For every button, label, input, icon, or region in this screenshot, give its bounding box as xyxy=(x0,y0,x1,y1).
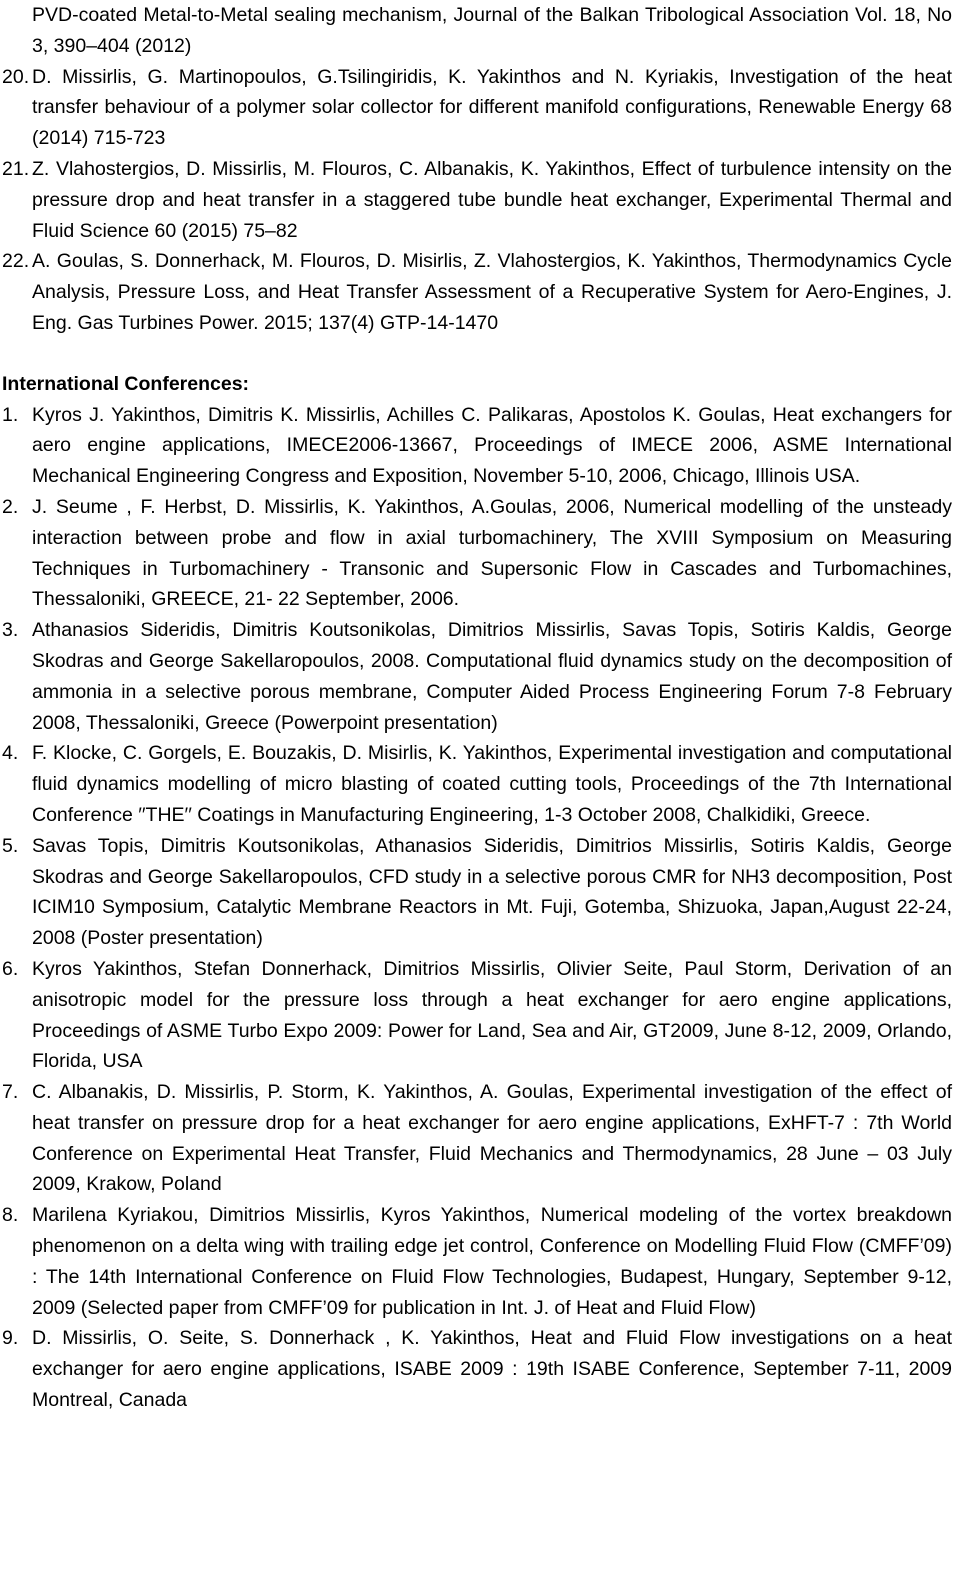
conference-item-3 xyxy=(0,615,960,738)
item-text: Kyros J. Yakinthos, Dimitris K. Missirlis, Achilles C. Palikaras, Apostolos K. Goulas, Heat exchangers for aero engine applications, IMECE2006-13667, Proceedings of IMECE 2006, ASME International Mechanical Engineering Congress and Exposition, November 5-10, 2006, Chicago, Illinois USA. xyxy=(32,403,952,488)
journal-references xyxy=(0,0,960,339)
conference-item-4 xyxy=(0,738,960,830)
item-number: 2. xyxy=(2,495,19,518)
item-number: 9. xyxy=(2,1327,19,1350)
journal-reference-21 xyxy=(0,154,960,246)
conference-item-9 xyxy=(0,1323,960,1415)
reference-continuation: PVD-coated Metal-to-Metal sealing mechanism, Journal of the Balkan Tribological Association Vol. 18, No 3, 390–404 (2012) xyxy=(32,4,952,57)
conference-item-1 xyxy=(0,400,960,492)
item-text: C. Albanakis, D. Missirlis, P. Storm, K. Yakinthos, A. Goulas, Experimental investigation of the effect of heat transfer on pressure drop for a heat exchanger for aero engine applications, ExHFT-7 : 7th World Conference on Experimental Heat Transfer, Fluid Mechanics and Thermodynamics, 28 June – 03 July 2009, Krakow, Poland xyxy=(32,1081,952,1196)
item-text: Savas Topis, Dimitris Koutsonikolas, Athanasios Sideridis, Dimitrios Missirlis, Sotiris Kaldis, George Skodras and George Sakellaropoulos, CFD study in a selective porous CMR for NH3 decomposition, Post ICIM10 Symposium, Catalytic Membrane Reactors in Mt. Fuji, Gotemba, Shizuoka, Japan,August 22-24, 2008 (Poster presentation) xyxy=(32,834,952,950)
item-number: 5. xyxy=(2,834,19,857)
conference-item-8 xyxy=(0,1200,960,1323)
item-text: J. Seume , F. Herbst, D. Missirlis, K. Yakinthos, A.Goulas, 2006, Numerical modelling of the unsteady interaction between probe and flow in axial turbomachinery, The XVIII Symposium on Measuring Techniques in Turbomachinery - Transonic and Supersonic Flow in Cascades and Turbomachines, Thessaloniki, GREECE, 21- 22 September, 2006. xyxy=(32,495,952,611)
item-number: 3. xyxy=(2,619,19,642)
journal-reference-22 xyxy=(0,246,960,338)
item-text: F. Klocke, C. Gorgels, E. Bouzakis, D. Misirlis, K. Yakinthos, Experimental investigation and computational fluid dynamics modelling of micro blasting of coated cutting tools, Proceedings of the 7th International Conference ′′THE′′ Coatings in Manufacturing Engineering, 1-3 October 2008, Chalkidiki, Greece. xyxy=(32,742,952,826)
item-text: Athanasios Sideridis, Dimitris Koutsonikolas, Dimitrios Missirlis, Savas Topis, Sotiris Kaldis, George Skodras and George Sakellaropoulos, 2008. Computational fluid dynamics study on the decomposition of ammonia in a selective porous membrane, Computer Aided Process Engineering Forum 7-8 February 2008, Thessaloniki, Greece (Powerpoint presentation) xyxy=(32,619,952,734)
item-number: 8. xyxy=(2,1204,19,1227)
reference-text: D. Missirlis, G. Martinopoulos, G.Tsilingiridis, K. Yakinthos and N. Kyriakis, Investigation of the heat transfer behaviour of a polymer solar collector for different manifold configurations, Renewable Energy 68 (2014) 715-723 xyxy=(32,65,952,150)
reference-number: 22. xyxy=(2,250,30,273)
item-text: Kyros Yakinthos, Stefan Donnerhack, Dimitrios Missirlis, Olivier Seite, Paul Storm, Derivation of an anisotropic model for the pressure loss through a heat exchanger for aero engine applications, Proceedings of ASME Turbo Expo 2009: Power for Land, Sea and Air, GT2009, June 8-12, 2009, Orlando, Florida, USA xyxy=(32,957,952,1073)
item-text: D. Missirlis, O. Seite, S. Donnerhack , K. Yakinthos, Heat and Fluid Flow investigations on a heat exchanger for aero engine applications, ISABE 2009 : 19th ISABE Conference, September 7-11, 2009 Montreal, Canada xyxy=(32,1327,952,1412)
item-number: 4. xyxy=(2,742,19,765)
conference-list xyxy=(0,400,960,1416)
item-number: 1. xyxy=(2,403,19,426)
conference-item-2 xyxy=(0,492,960,615)
conference-item-5 xyxy=(0,831,960,954)
item-number: 6. xyxy=(2,957,19,980)
item-text: Marilena Kyriakou, Dimitrios Missirlis, Kyros Yakinthos, Numerical modeling of the vortex breakdown phenomenon on a delta wing with trailing edge jet control, Conference on Modelling Fluid Flow (CMFF’09) : The 14th International Conference on Fluid Flow Technologies, Budapest, Hungary, September 9-12, 2009 (Selected paper from CMFF’09 for publication in Int. J. of Heat and Fluid Flow) xyxy=(32,1204,952,1319)
conference-item-6 xyxy=(0,954,960,1077)
journal-reference-20 xyxy=(0,62,960,154)
reference-number: 21. xyxy=(2,157,30,180)
conference-item-7 xyxy=(0,1077,960,1200)
section-heading-conferences: International Conferences: xyxy=(2,372,250,395)
reference-text: Z. Vlahostergios, D. Missirlis, M. Flouros, C. Albanakis, K. Yakinthos, Effect of turbulence intensity on the pressure drop and heat transfer in a staggered tube bundle heat exchanger, Experimental Thermal and Fluid Science 60 (2015) 75–82 xyxy=(32,157,952,242)
item-number: 7. xyxy=(2,1081,19,1104)
reference-number: 20. xyxy=(2,65,30,88)
reference-text: A. Goulas, S. Donnerhack, M. Flouros, D. Misirlis, Z. Vlahostergios, K. Yakinthos, Thermodynamics Cycle Analysis, Pressure Loss, and Heat Transfer Assessment of a Recuperative System for Aero-Engines, J. Eng. Gas Turbines Power. 2015; 137(4) GTP-14-1470 xyxy=(32,250,952,334)
